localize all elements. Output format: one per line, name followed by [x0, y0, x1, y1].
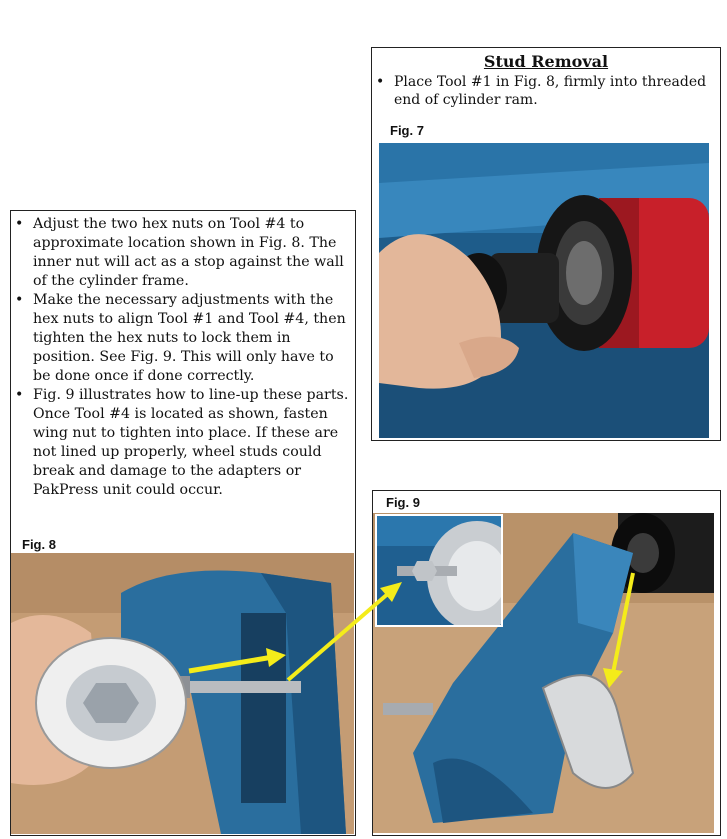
instruction-item-1: • Adjust the two hex nuts on Tool #4 to approximate location shown in Fig. 8. The inner nut will act as a stop against the wall of the cylinder frame. [11, 215, 353, 291]
instruction-item-2: • Make the necessary adjustments with the hex nuts to align Tool #1 and Tool #4, then tighten the hex nuts to lock them in position. See Fig. 9. This will only have to be done once if done correctly. [11, 291, 353, 386]
stud-removal-list [372, 73, 714, 109]
stud-removal-title: Stud Removal [483, 52, 609, 71]
instruction-item-3: • Fig. 9 illustrates how to line-up these parts. Once Tool #4 is located as shown, fasten wing nut to tighten into place. If these are not lined up properly, wheel studs could break and damage to the adapters or PakPress unit could occur. [11, 386, 353, 500]
stud-removal-bullet: • Place Tool #1 in Fig. 8, firmly into threaded end of cylinder ram. [372, 73, 714, 109]
fig7-photo [379, 143, 709, 438]
stud-removal-panel [371, 47, 721, 441]
fig7-label: Fig. 7 [390, 123, 424, 138]
instructions-list [11, 215, 353, 500]
fig8-label: Fig. 8 [22, 537, 56, 552]
connector-arrow [280, 570, 410, 690]
fig9-label: Fig. 9 [386, 495, 420, 510]
